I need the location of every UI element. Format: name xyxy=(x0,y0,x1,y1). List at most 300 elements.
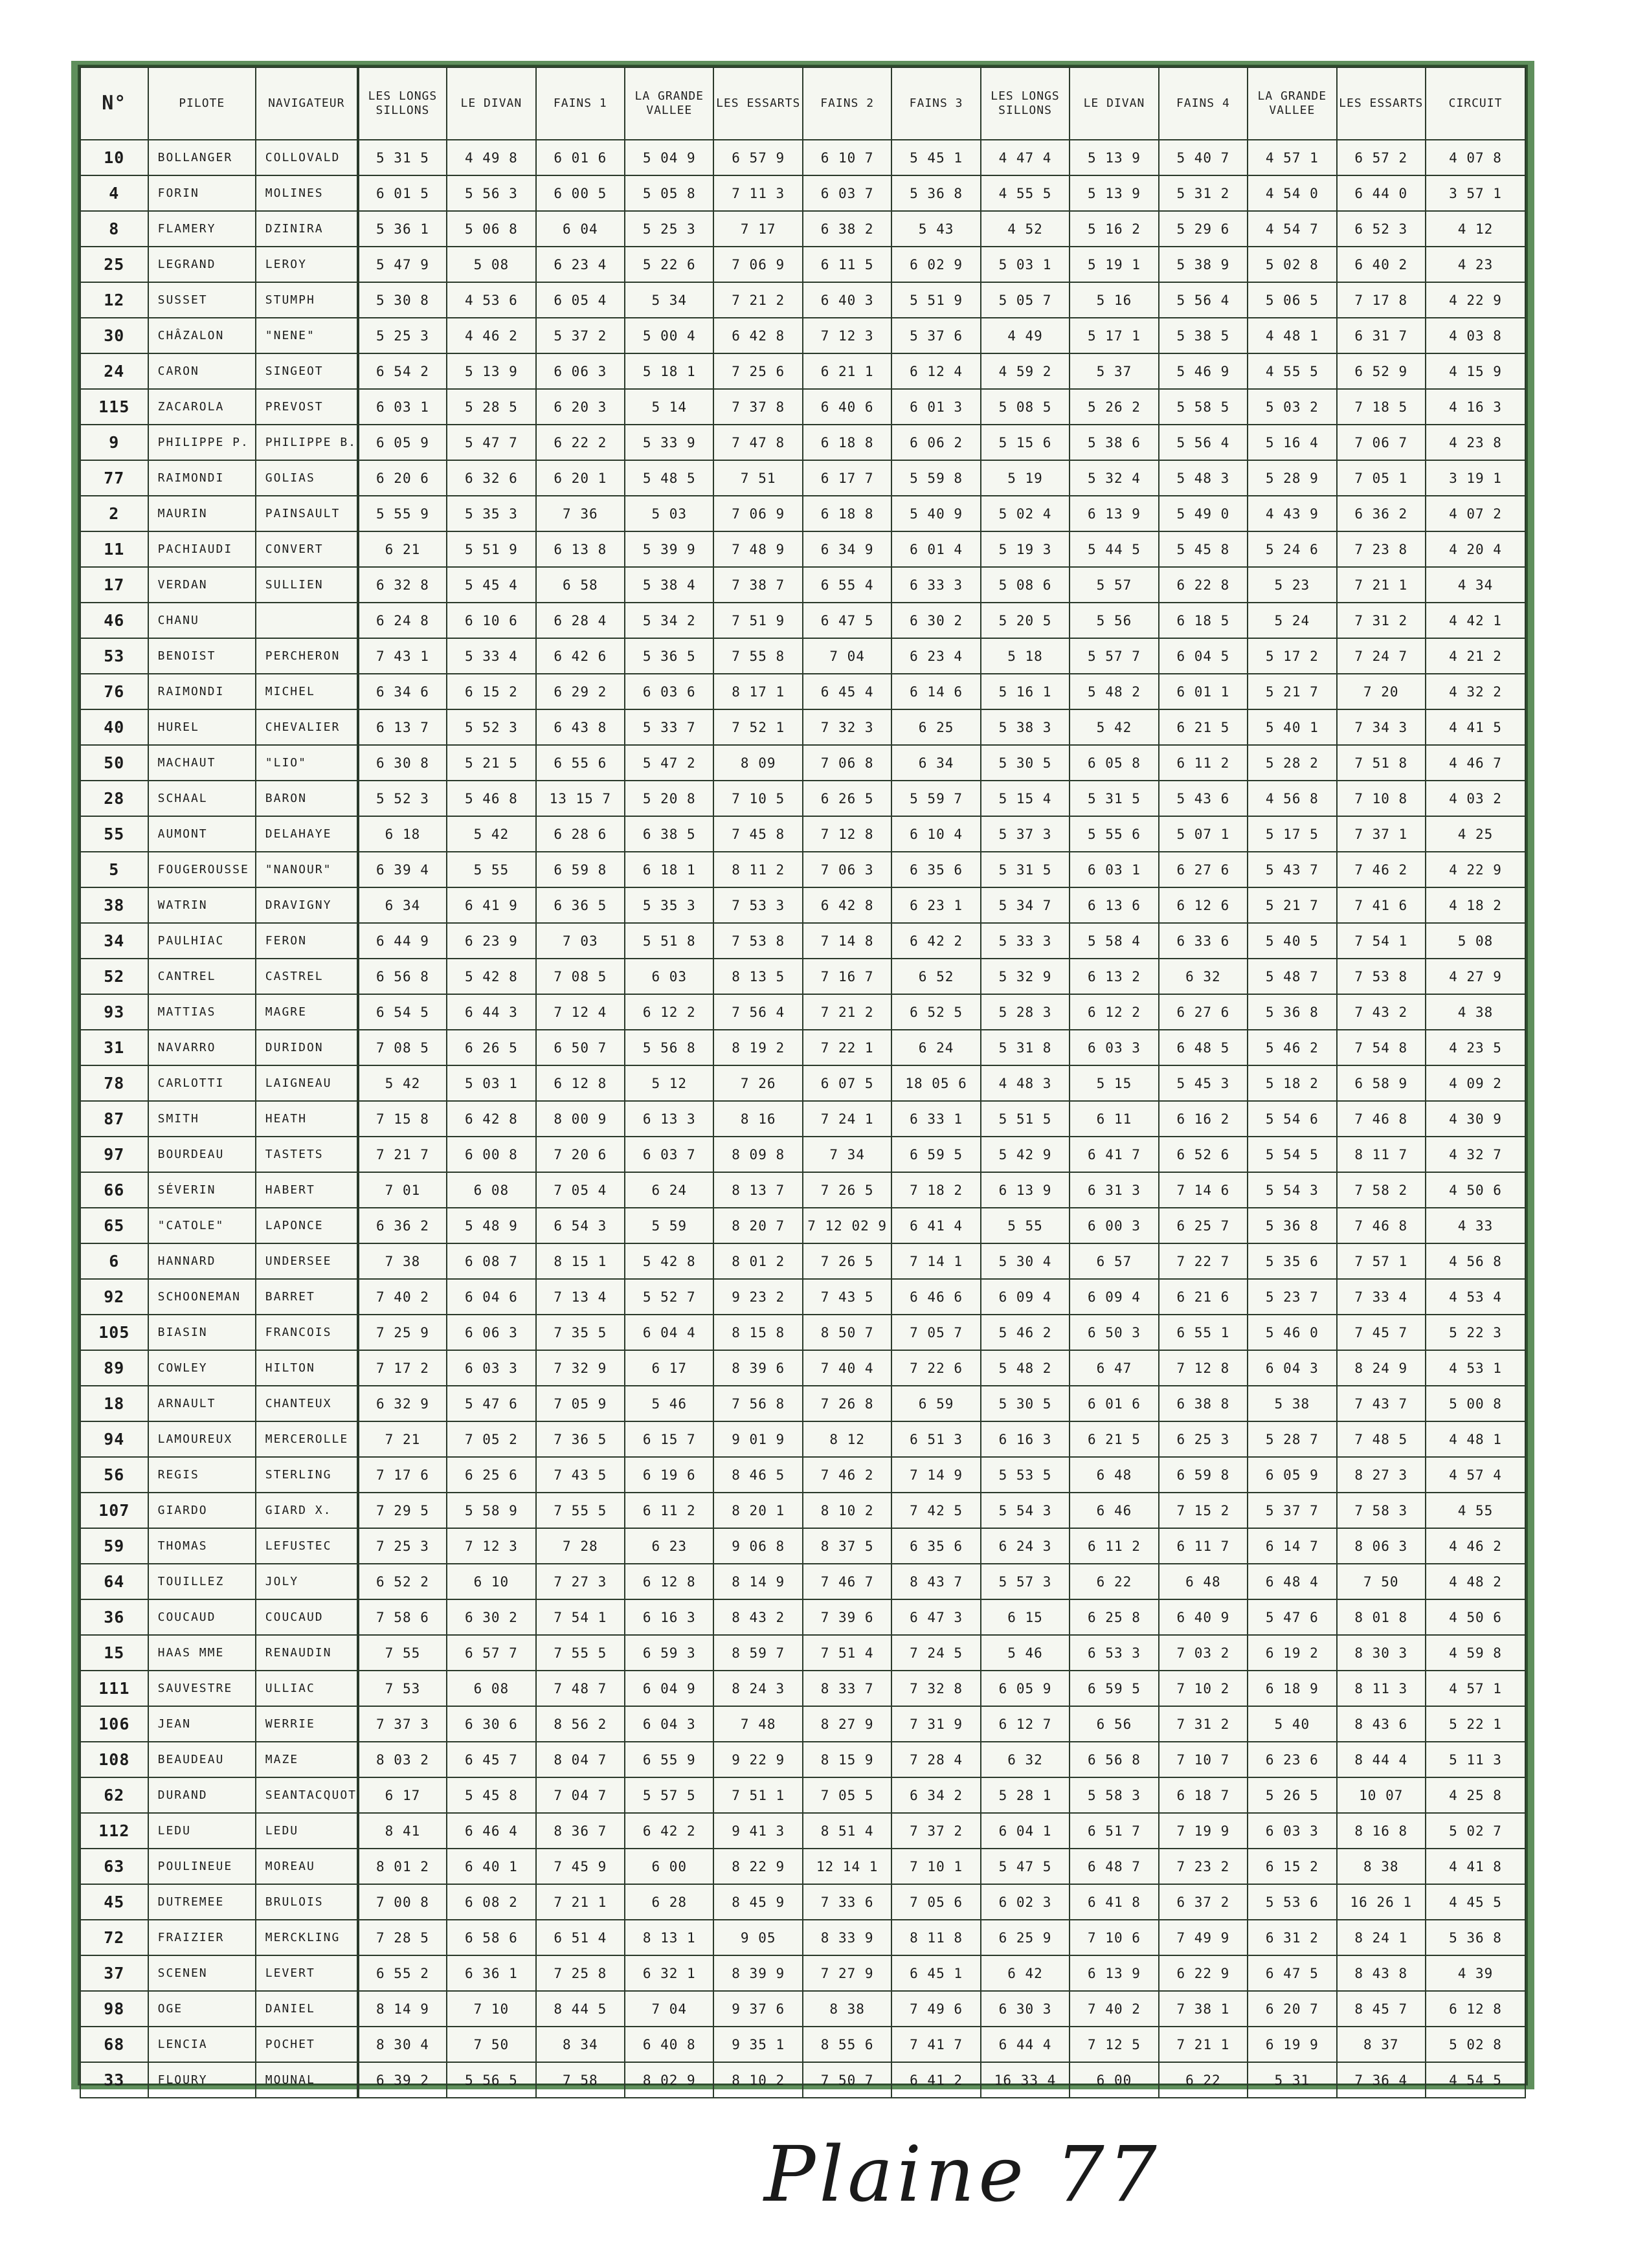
navigator-name: SEANTACQUOT xyxy=(256,1777,358,1813)
stage-time: 5 55 xyxy=(447,852,535,887)
pilot-name: VERDAN xyxy=(148,567,256,603)
stage-time: 6 42 2 xyxy=(625,1813,713,1849)
stage-time: 6 53 3 xyxy=(1070,1635,1158,1671)
stage-time: 7 57 1 xyxy=(1337,1243,1426,1279)
stage-time: 5 15 xyxy=(1070,1065,1158,1101)
table-row xyxy=(80,1742,1525,1777)
stage-time: 8 15 8 xyxy=(713,1315,802,1350)
stage-time: 5 34 7 xyxy=(981,887,1070,923)
stage-time: 6 32 8 xyxy=(358,567,447,603)
pilot-name: PHILIPPE P. xyxy=(148,425,256,460)
stage-time: 5 28 1 xyxy=(981,1777,1070,1813)
navigator-name: FERON xyxy=(256,923,358,959)
stage-time: 7 25 3 xyxy=(358,1528,447,1564)
stage-time: 6 03 6 xyxy=(625,674,713,709)
stage-time: 5 03 1 xyxy=(447,1065,535,1101)
table-row xyxy=(80,1528,1525,1564)
car-number: 115 xyxy=(80,389,148,425)
stage-time: 5 08 6 xyxy=(981,567,1070,603)
stage-time: 5 35 6 xyxy=(1248,1243,1336,1279)
stage-time: 8 34 xyxy=(536,2027,625,2062)
stage-time: 4 41 5 xyxy=(1426,709,1525,745)
stage-time: 5 38 4 xyxy=(625,567,713,603)
stage-time: 5 56 4 xyxy=(1159,282,1248,318)
stage-time: 8 00 9 xyxy=(536,1101,625,1137)
stage-time: 5 30 4 xyxy=(981,1243,1070,1279)
stage-time: 7 21 2 xyxy=(713,282,802,318)
stage-time: 4 32 2 xyxy=(1426,674,1525,709)
stage-time: 8 14 9 xyxy=(713,1564,802,1599)
stage-time: 6 52 3 xyxy=(1337,211,1426,247)
stage-time: 6 35 6 xyxy=(891,852,980,887)
stage-time: 7 27 9 xyxy=(803,1955,891,1991)
stage-time: 6 01 6 xyxy=(536,140,625,175)
stage-time: 7 12 8 xyxy=(1159,1350,1248,1386)
pilot-name: "CATOLE" xyxy=(148,1208,256,1243)
stage-time: 8 15 1 xyxy=(536,1243,625,1279)
stage-time: 6 47 5 xyxy=(1248,1955,1336,1991)
navigator-name: DELAHAYE xyxy=(256,816,358,852)
navigator-name: MOUNAL xyxy=(256,2062,358,2098)
pilot-name: NAVARRO xyxy=(148,1030,256,1065)
navigator-name: PERCHERON xyxy=(256,638,358,674)
stage-time: 7 45 9 xyxy=(536,1849,625,1884)
stage-time: 6 48 xyxy=(1159,1564,1248,1599)
stage-time: 7 46 8 xyxy=(1337,1208,1426,1243)
stage-time: 6 56 xyxy=(1070,1706,1158,1742)
stage-time: 7 53 8 xyxy=(713,923,802,959)
stage-time: 8 11 7 xyxy=(1337,1137,1426,1172)
stage-time: 8 16 xyxy=(713,1101,802,1137)
car-number: 5 xyxy=(80,852,148,887)
stage-time: 4 48 1 xyxy=(1426,1421,1525,1457)
navigator-name: WERRIE xyxy=(256,1706,358,1742)
stage-time: 18 05 6 xyxy=(891,1065,980,1101)
stage-time: 4 03 8 xyxy=(1426,318,1525,353)
car-number: 12 xyxy=(80,282,148,318)
stage-time: 4 53 6 xyxy=(447,282,535,318)
stage-time: 7 51 xyxy=(713,460,802,496)
results-table xyxy=(80,67,1526,2098)
stage-time: 6 27 6 xyxy=(1159,994,1248,1030)
stage-time: 6 47 5 xyxy=(803,603,891,638)
car-number: 98 xyxy=(80,1991,148,2027)
table-row xyxy=(80,959,1525,994)
stage-time: 6 41 8 xyxy=(1070,1884,1158,1920)
stage-time: 6 03 3 xyxy=(1070,1030,1158,1065)
stage-time: 4 12 xyxy=(1426,211,1525,247)
stage-time: 5 59 8 xyxy=(891,460,980,496)
stage-time: 6 18 8 xyxy=(803,496,891,531)
navigator-name: BRULOIS xyxy=(256,1884,358,1920)
stage-time: 7 46 7 xyxy=(803,1564,891,1599)
stage-time: 7 01 xyxy=(358,1172,447,1208)
stage-time: 6 50 7 xyxy=(536,1030,625,1065)
stage-time: 7 05 7 xyxy=(891,1315,980,1350)
stage-time: 5 43 7 xyxy=(1248,852,1336,887)
stage-time: 6 34 xyxy=(891,745,980,781)
stage-time: 6 55 9 xyxy=(625,1742,713,1777)
stage-time: 6 34 9 xyxy=(803,531,891,567)
stage-time: 7 32 8 xyxy=(891,1671,980,1706)
stage-time: 6 38 8 xyxy=(1159,1386,1248,1421)
stage-time: 5 40 xyxy=(1248,1706,1336,1742)
stage-time: 6 52 9 xyxy=(1337,353,1426,389)
stage-time: 3 19 1 xyxy=(1426,460,1525,496)
car-number: 2 xyxy=(80,496,148,531)
table-row xyxy=(80,1955,1525,1991)
stage-time: 4 48 1 xyxy=(1248,318,1336,353)
stage-time: 7 35 5 xyxy=(536,1315,625,1350)
stage-time: 4 48 3 xyxy=(981,1065,1070,1101)
stage-time: 8 11 2 xyxy=(713,852,802,887)
stage-time: 6 18 1 xyxy=(625,852,713,887)
stage-time: 6 42 xyxy=(981,1955,1070,1991)
car-number: 46 xyxy=(80,603,148,638)
stage-time: 7 43 5 xyxy=(803,1279,891,1315)
stage-time: 6 58 9 xyxy=(1337,1065,1426,1101)
stage-time: 5 36 8 xyxy=(1248,994,1336,1030)
table-row xyxy=(80,175,1525,211)
stage-time: 4 34 xyxy=(1426,567,1525,603)
table-row xyxy=(80,1172,1525,1208)
stage-time: 5 08 xyxy=(1426,923,1525,959)
stage-time: 5 31 5 xyxy=(358,140,447,175)
stage-time: 7 25 9 xyxy=(358,1315,447,1350)
pilot-name: DURAND xyxy=(148,1777,256,1813)
stage-time: 7 46 2 xyxy=(1337,852,1426,887)
stage-time: 6 39 4 xyxy=(358,852,447,887)
stage-time: 8 55 6 xyxy=(803,2027,891,2062)
stage-time: 5 26 2 xyxy=(1070,389,1158,425)
stage-time: 7 12 5 xyxy=(1070,2027,1158,2062)
stage-time: 5 57 xyxy=(1070,567,1158,603)
stage-time: 6 45 4 xyxy=(803,674,891,709)
stage-time: 8 46 5 xyxy=(713,1457,802,1493)
car-number: 37 xyxy=(80,1955,148,1991)
stage-time: 5 42 xyxy=(447,816,535,852)
stage-time: 6 00 xyxy=(625,1849,713,1884)
table-row xyxy=(80,1065,1525,1101)
stage-time: 8 41 xyxy=(358,1813,447,1849)
stage-time: 6 37 2 xyxy=(1159,1884,1248,1920)
navigator-name: LAIGNEAU xyxy=(256,1065,358,1101)
pilot-name: HANNARD xyxy=(148,1243,256,1279)
stage-time: 6 00 3 xyxy=(1070,1208,1158,1243)
stage-time: 6 21 5 xyxy=(1070,1421,1158,1457)
stage-time: 7 17 xyxy=(713,211,802,247)
stage-time: 8 33 7 xyxy=(803,1671,891,1706)
stage-time: 6 13 9 xyxy=(1070,496,1158,531)
stage-time: 4 07 2 xyxy=(1426,496,1525,531)
pilot-name: RAIMONDI xyxy=(148,674,256,709)
stage-time: 6 18 9 xyxy=(1248,1671,1336,1706)
stage-time: 6 55 1 xyxy=(1159,1315,1248,1350)
car-number: 66 xyxy=(80,1172,148,1208)
stage-time: 6 56 8 xyxy=(358,959,447,994)
stage-time: 5 36 8 xyxy=(1248,1208,1336,1243)
stage-time: 4 03 2 xyxy=(1426,781,1525,816)
stage-time: 5 46 xyxy=(981,1635,1070,1671)
pilot-name: TOUILLEZ xyxy=(148,1564,256,1599)
stage-time: 6 54 5 xyxy=(358,994,447,1030)
car-number: 92 xyxy=(80,1279,148,1315)
navigator-name: "NENE" xyxy=(256,318,358,353)
stage-time: 6 25 6 xyxy=(447,1457,535,1493)
stage-time: 5 45 3 xyxy=(1159,1065,1248,1101)
pilot-name: FORIN xyxy=(148,175,256,211)
stage-time: 6 03 7 xyxy=(625,1137,713,1172)
stage-time: 4 45 5 xyxy=(1426,1884,1525,1920)
stage-time: 5 48 3 xyxy=(1159,460,1248,496)
pilot-name: SÉVERIN xyxy=(148,1172,256,1208)
stage-time: 6 12 8 xyxy=(536,1065,625,1101)
stage-time: 6 59 5 xyxy=(891,1137,980,1172)
table-row xyxy=(80,745,1525,781)
car-number: 33 xyxy=(80,2062,148,2098)
stage-time: 6 14 6 xyxy=(891,674,980,709)
car-number: 112 xyxy=(80,1813,148,1849)
stage-time: 5 04 9 xyxy=(625,140,713,175)
stage-time: 6 55 2 xyxy=(358,1955,447,1991)
stage-time: 7 47 8 xyxy=(713,425,802,460)
stage-time: 7 48 xyxy=(713,1706,802,1742)
stage-time: 7 10 xyxy=(447,1991,535,2027)
stage-time: 6 47 xyxy=(1070,1350,1158,1386)
stage-time: 5 17 1 xyxy=(1070,318,1158,353)
pilot-name: THOMAS xyxy=(148,1528,256,1564)
stage-time: 8 50 7 xyxy=(803,1315,891,1350)
stage-time: 7 10 7 xyxy=(1159,1742,1248,1777)
stage-time: 5 38 3 xyxy=(981,709,1070,745)
stage-time: 9 37 6 xyxy=(713,1991,802,2027)
stage-time: 6 17 xyxy=(358,1777,447,1813)
stage-time: 8 20 1 xyxy=(713,1493,802,1528)
stage-time: 8 59 7 xyxy=(713,1635,802,1671)
stage-time: 6 42 8 xyxy=(803,887,891,923)
stage-time: 4 23 8 xyxy=(1426,425,1525,460)
stage-time: 5 53 5 xyxy=(981,1457,1070,1493)
stage-time: 5 51 9 xyxy=(447,531,535,567)
stage-time: 6 12 2 xyxy=(1070,994,1158,1030)
pilot-name: LEGRAND xyxy=(148,247,256,282)
stage-time: 5 18 1 xyxy=(625,353,713,389)
stage-time: 4 15 9 xyxy=(1426,353,1525,389)
stage-time: 5 28 5 xyxy=(447,389,535,425)
stage-time: 5 46 9 xyxy=(1159,353,1248,389)
stage-time: 7 42 5 xyxy=(891,1493,980,1528)
table-row xyxy=(80,1243,1525,1279)
stage-time: 5 49 0 xyxy=(1159,496,1248,531)
pilot-name: AUMONT xyxy=(148,816,256,852)
stage-time: 7 43 5 xyxy=(536,1457,625,1493)
stage-time: 4 55 5 xyxy=(1248,353,1336,389)
stage-time: 6 32 9 xyxy=(358,1386,447,1421)
pilot-name: BOURDEAU xyxy=(148,1137,256,1172)
stage-time: 6 08 xyxy=(447,1172,535,1208)
stage-time: 7 10 1 xyxy=(891,1849,980,1884)
table-row xyxy=(80,1671,1525,1706)
stage-time: 7 23 8 xyxy=(1337,531,1426,567)
navigator-name: CASTREL xyxy=(256,959,358,994)
stage-time: 7 50 xyxy=(1337,1564,1426,1599)
stage-time: 8 01 2 xyxy=(713,1243,802,1279)
stage-time: 6 40 8 xyxy=(625,2027,713,2062)
stage-time: 7 12 3 xyxy=(803,318,891,353)
stage-time: 5 47 6 xyxy=(447,1386,535,1421)
stage-time: 6 29 2 xyxy=(536,674,625,709)
stage-time: 5 57 5 xyxy=(625,1777,713,1813)
stage-time: 6 22 8 xyxy=(1159,567,1248,603)
stage-time: 6 05 9 xyxy=(981,1671,1070,1706)
stage-time: 6 31 2 xyxy=(1248,1920,1336,1955)
stage-time: 6 30 2 xyxy=(447,1599,535,1635)
pilot-name: RAIMONDI xyxy=(148,460,256,496)
stage-time: 6 19 9 xyxy=(1248,2027,1336,2062)
car-number: 76 xyxy=(80,674,148,709)
car-number: 89 xyxy=(80,1350,148,1386)
navigator-name: MICHEL xyxy=(256,674,358,709)
stage-time: 5 45 1 xyxy=(891,140,980,175)
stage-time: 7 51 4 xyxy=(803,1635,891,1671)
navigator-name: "LIO" xyxy=(256,745,358,781)
navigator-name: BARRET xyxy=(256,1279,358,1315)
stage-time: 5 22 3 xyxy=(1426,1315,1525,1350)
stage-time: 5 34 2 xyxy=(625,603,713,638)
header-no: N° xyxy=(80,67,148,140)
stage-time: 6 01 5 xyxy=(358,175,447,211)
pilot-name: LENCIA xyxy=(148,2027,256,2062)
stage-time: 5 02 8 xyxy=(1426,2027,1525,2062)
stage-time: 5 25 3 xyxy=(358,318,447,353)
navigator-name: STUMPH xyxy=(256,282,358,318)
stage-time: 6 16 3 xyxy=(625,1599,713,1635)
stage-time: 6 41 4 xyxy=(891,1208,980,1243)
stage-time: 4 09 2 xyxy=(1426,1065,1525,1101)
pilot-name: CHANU xyxy=(148,603,256,638)
stage-time: 6 25 9 xyxy=(981,1920,1070,1955)
stage-time: 6 27 6 xyxy=(1159,852,1248,887)
stage-time: 6 17 xyxy=(625,1350,713,1386)
stage-time: 5 15 4 xyxy=(981,781,1070,816)
stage-time: 5 43 6 xyxy=(1159,781,1248,816)
stage-time: 6 14 7 xyxy=(1248,1528,1336,1564)
stage-time: 6 34 2 xyxy=(891,1777,980,1813)
navigator-name: LEVERT xyxy=(256,1955,358,1991)
pilot-name: BOLLANGER xyxy=(148,140,256,175)
stage-time: 16 26 1 xyxy=(1337,1884,1426,1920)
stage-time: 5 40 7 xyxy=(1159,140,1248,175)
car-number: 87 xyxy=(80,1101,148,1137)
pilot-name: COWLEY xyxy=(148,1350,256,1386)
stage-time: 7 19 9 xyxy=(1159,1813,1248,1849)
table-row xyxy=(80,211,1525,247)
pilot-name: BIASIN xyxy=(148,1315,256,1350)
stage-time: 7 43 2 xyxy=(1337,994,1426,1030)
stage-time: 6 20 7 xyxy=(1248,1991,1336,2027)
stage-time: 7 06 7 xyxy=(1337,425,1426,460)
stage-time: 4 32 7 xyxy=(1426,1137,1525,1172)
table-row xyxy=(80,709,1525,745)
navigator-name: RENAUDIN xyxy=(256,1635,358,1671)
results-sheet xyxy=(78,65,1528,2089)
table-row xyxy=(80,1635,1525,1671)
car-number: 63 xyxy=(80,1849,148,1884)
stage-time: 9 22 9 xyxy=(713,1742,802,1777)
stage-time: 5 51 9 xyxy=(891,282,980,318)
navigator-name: JOLY xyxy=(256,1564,358,1599)
pilot-name: ARNAULT xyxy=(148,1386,256,1421)
stage-time: 8 33 9 xyxy=(803,1920,891,1955)
stage-time: 7 51 1 xyxy=(713,1777,802,1813)
stage-time: 5 13 9 xyxy=(447,353,535,389)
stage-time: 8 43 8 xyxy=(1337,1955,1426,1991)
stage-time: 5 28 9 xyxy=(1248,460,1336,496)
car-number: 34 xyxy=(80,923,148,959)
stage-time: 4 55 xyxy=(1426,1493,1525,1528)
pilot-name: POULINEUE xyxy=(148,1849,256,1884)
stage-time: 6 58 6 xyxy=(447,1920,535,1955)
table-row xyxy=(80,638,1525,674)
stage-time: 7 10 5 xyxy=(713,781,802,816)
stage-time: 7 41 6 xyxy=(1337,887,1426,923)
stage-time: 9 41 3 xyxy=(713,1813,802,1849)
table-row xyxy=(80,1350,1525,1386)
navigator-name: FRANCOIS xyxy=(256,1315,358,1350)
stage-time: 6 03 1 xyxy=(358,389,447,425)
stage-time: 4 56 8 xyxy=(1426,1243,1525,1279)
stage-time: 5 19 3 xyxy=(981,531,1070,567)
stage-time: 6 59 8 xyxy=(1159,1457,1248,1493)
stage-time: 4 46 7 xyxy=(1426,745,1525,781)
stage-time: 6 22 9 xyxy=(1159,1955,1248,1991)
stage-time: 7 14 6 xyxy=(1159,1172,1248,1208)
table-row xyxy=(80,1457,1525,1493)
stage-time: 5 18 xyxy=(981,638,1070,674)
stage-time: 4 20 4 xyxy=(1426,531,1525,567)
table-row xyxy=(80,531,1525,567)
header-pilote: PILOTE xyxy=(148,67,256,140)
stage-time: 5 20 8 xyxy=(625,781,713,816)
table-row xyxy=(80,1493,1525,1528)
stage-time: 5 59 7 xyxy=(891,781,980,816)
stage-time: 6 01 1 xyxy=(1159,674,1248,709)
stage-time: 6 04 3 xyxy=(1248,1350,1336,1386)
pilot-name: BEAUDEAU xyxy=(148,1742,256,1777)
stage-time: 7 06 3 xyxy=(803,852,891,887)
stage-time: 7 55 xyxy=(358,1635,447,1671)
stage-time: 7 56 8 xyxy=(713,1386,802,1421)
stage-time: 6 52 6 xyxy=(1159,1137,1248,1172)
table-row xyxy=(80,816,1525,852)
stage-time: 6 30 2 xyxy=(891,603,980,638)
stage-time: 7 31 9 xyxy=(891,1706,980,1742)
stage-time: 6 02 9 xyxy=(891,247,980,282)
stage-time: 7 25 8 xyxy=(536,1955,625,1991)
navigator-name: SULLIEN xyxy=(256,567,358,603)
stage-time: 8 19 2 xyxy=(713,1030,802,1065)
stage-time: 5 39 9 xyxy=(625,531,713,567)
stage-time: 5 13 9 xyxy=(1070,175,1158,211)
stage-time: 5 45 4 xyxy=(447,567,535,603)
stage-time: 7 28 5 xyxy=(358,1920,447,1955)
stage-time: 6 11 xyxy=(1070,1101,1158,1137)
stage-time: 4 43 9 xyxy=(1248,496,1336,531)
table-row xyxy=(80,1421,1525,1457)
stage-time: 5 55 9 xyxy=(358,496,447,531)
stage-time: 4 38 xyxy=(1426,994,1525,1030)
stage-time: 5 47 2 xyxy=(625,745,713,781)
